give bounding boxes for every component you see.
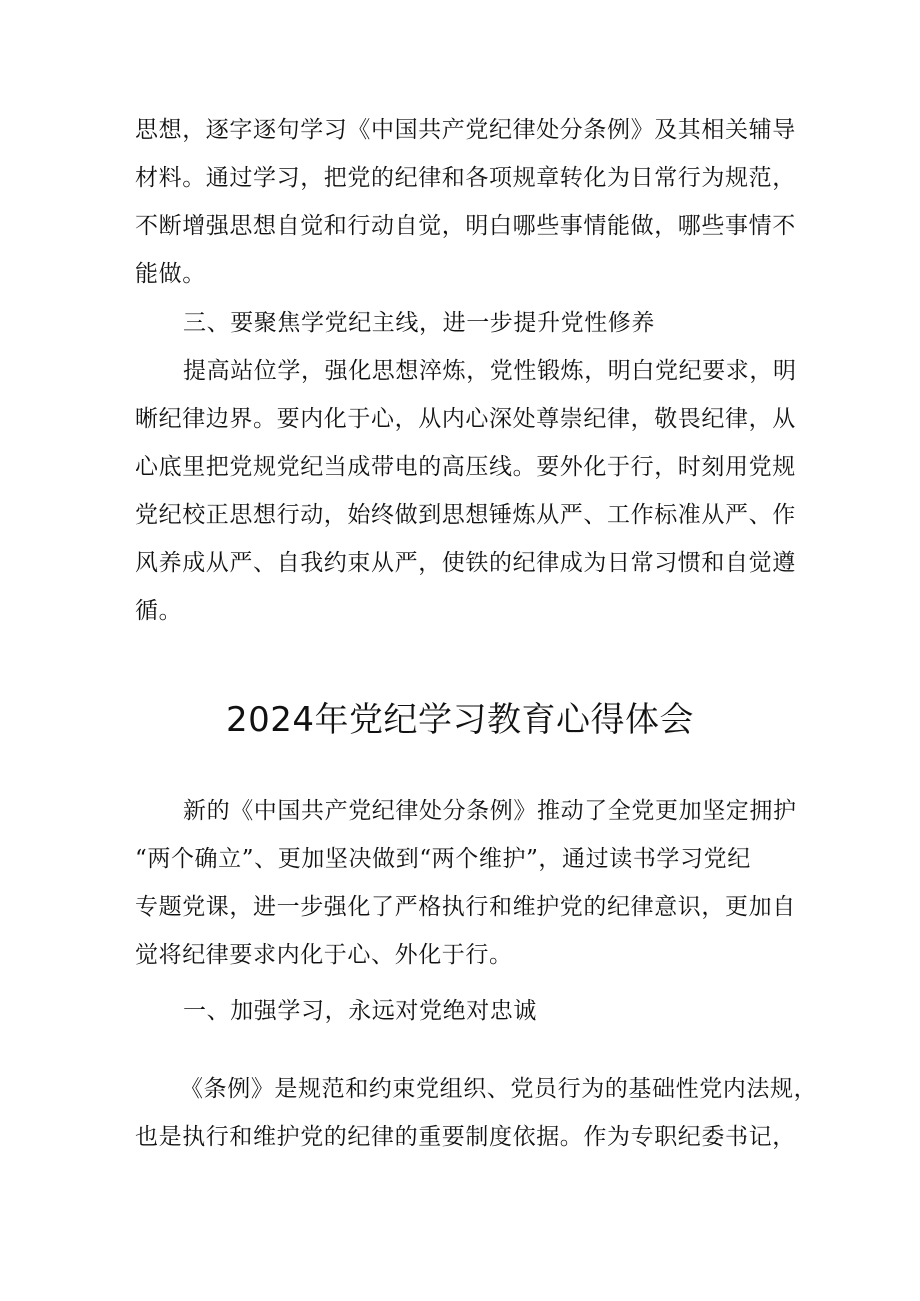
paragraph-line: 提高站位学，强化思想淬炼，党性锻炼，明白党纪要求，明 [183,358,797,384]
paragraph-line: 党纪校正思想行动，始终做到思想锤炼从严、工作标准从严、作 [135,502,796,528]
paragraph-line: “两个确立”、更加坚决做到“两个维护”，通过读书学习党纪 [135,846,751,872]
paragraph-line: 材料。通过学习，把党的纪律和各项规章转化为日常行为规范， [135,165,796,191]
paragraph-line: 风养成从严、自我约束从严，使铁的纪律成为日常习惯和自觉遵 [135,550,796,576]
paragraph-line: 新的《中国共产党纪律处分条例》推动了全党更加坚定拥护 [183,798,797,824]
paragraph-line: 心底里把党规党纪当成带电的高压线。要外化于行，时刻用党规 [135,454,796,480]
section-heading: 三、要聚焦学党纪主线，进一步提升党性修养 [183,310,655,336]
paragraph-line: 也是执行和维护党的纪律的重要制度依据。作为专职纪委书记， [135,1124,796,1150]
paragraph-line: 觉将纪律要求内化于心、外化于行。 [135,942,513,968]
paragraph-line: 能做。 [135,261,206,287]
article-title: 2024年党纪学习教育心得体会 [225,700,695,740]
section-heading: 一、加强学习，永远对党绝对忠诚 [183,998,537,1024]
paragraph-line: 循。 [135,598,183,624]
paragraph-line: 不断增强思想自觉和行动自觉，明白哪些事情能做，哪些事情不 [135,213,796,239]
paragraph-line: 晰纪律边界。要内化于心，从内心深处尊崇纪律，敬畏纪律，从 [135,406,796,432]
paragraph-line: 思想，逐字逐句学习《中国共产党纪律处分条例》及其相关辅导 [135,117,796,143]
paragraph-line: 专题党课，进一步强化了严格执行和维护党的纪律意识，更加自 [135,894,796,920]
paragraph-line: 《条例》是规范和约束党组织、党员行为的基础性党内法规， [180,1076,818,1102]
